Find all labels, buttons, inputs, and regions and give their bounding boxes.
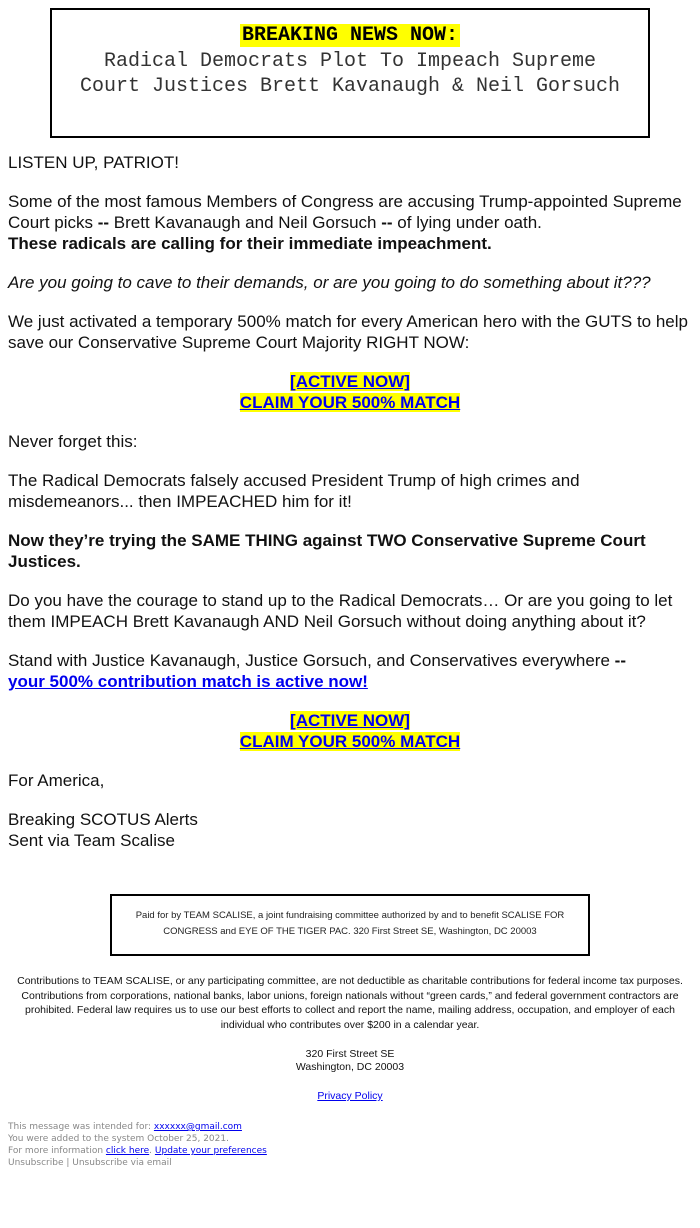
impeachment-callout: These radicals are calling for their immediate impeachment. xyxy=(8,234,492,253)
update-preferences-link[interactable]: Update your preferences xyxy=(154,1146,267,1156)
cta-block-2 xyxy=(8,710,692,752)
active-now-link-2[interactable]: [ACTIVE NOW] xyxy=(290,711,410,730)
headline: Radical Democrats Plot To Impeach Supreme Court Justices Brett Kavanaugh & Neil Gorsuch xyxy=(79,50,621,98)
paragraph-stand-with: Stand with Justice Kavanaugh, Justice Gorsuch, and Conservatives everywhere -- your 500% contribution match is active now! xyxy=(8,651,626,691)
claim-match-button-1[interactable]: CLAIM YOUR 500% MATCH xyxy=(239,393,461,412)
recipient-email-link[interactable]: xxxxxx@gmail.com xyxy=(153,1122,242,1132)
signoff: For America, xyxy=(8,771,105,790)
paragraph-trump-impeachment: The Radical Democrats falsely accused President Trump of high crimes and misdemeanors... then IMPEACHED him for it! xyxy=(8,471,580,511)
signature-line-2: Sent via Team Scalise xyxy=(8,831,175,850)
privacy-policy-link[interactable]: Privacy Policy xyxy=(317,1090,383,1102)
email-body xyxy=(8,152,692,869)
address-line-1: 320 First Street SE xyxy=(305,1048,395,1060)
paragraph-same-thing: Now they’re trying the SAME THING against TWO Conservative Supreme Court Justices. xyxy=(8,531,646,571)
active-now-link-1[interactable]: [ACTIVE NOW] xyxy=(290,372,410,391)
address-line-2: Washington, DC 20003 xyxy=(295,1061,405,1073)
paragraph-never-forget: Never forget this: xyxy=(8,432,138,451)
unsubscribe-email-link[interactable]: Unsubscribe via email xyxy=(72,1158,172,1168)
greeting: LISTEN UP, PATRIOT! xyxy=(8,153,179,172)
breaking-news-banner xyxy=(50,8,650,138)
privacy-policy-row xyxy=(0,1090,700,1102)
email-footer: This message was intended for: xxxxxx@gmail.com You were added to the system October 25, 2021. For more information click here. Update your preferences Unsubscribe | Unsubscribe via email xyxy=(8,1122,267,1168)
unsubscribe-link[interactable]: Unsubscribe xyxy=(8,1158,64,1168)
paragraph-courage: Do you have the courage to stand up to the Radical Democrats… Or are you going to let them IMPEACH Brett Kavanaugh AND Neil Gorsuch without doing anything about it? xyxy=(8,591,673,631)
contribution-disclaimer: Contributions to TEAM SCALISE, or any participating committee, are not deductible as charitable contributions for federal income tax purposes. Contributions from corporations, national banks, labor unions, foreign nationals without “green cards,” and federal government contractors are prohibited. Federal law requires us to use our best efforts to collect and report the name, mailing address, occupation, and employer of each individual who contributes over $200 in a calendar year. xyxy=(17,975,683,1031)
paragraph-accusation: Some of the most famous Members of Congress are accusing Trump-appointed Supreme Court picks -- Brett Kavanaugh and Neil Gorsuch -- of lying under oath. These radicals are calling for their immediate impeachment. xyxy=(8,192,682,253)
paid-for-disclosure: Paid for by TEAM SCALISE, a joint fundraising committee authorized by and to benefit SCALISE FOR CONGRESS and EYE OF THE TIGER PAC. 320 First Street SE, Washington, DC 20003 xyxy=(110,894,590,956)
signature-line-1: Breaking SCOTUS Alerts xyxy=(8,810,198,829)
paragraph-match: We just activated a temporary 500% match for every American hero with the GUTS to help save our Conservative Supreme Court Majority RIGHT NOW: xyxy=(8,312,688,352)
cta-block-1 xyxy=(8,371,692,413)
mailing-address xyxy=(0,1048,700,1074)
click-here-link[interactable]: click here xyxy=(105,1146,150,1156)
contribution-match-link[interactable]: your 500% contribution match is active now! xyxy=(8,672,368,691)
signature xyxy=(8,809,692,851)
paragraph-question: Are you going to cave to their demands, or are you going to do something about it??? xyxy=(8,273,651,292)
claim-match-button-2[interactable]: CLAIM YOUR 500% MATCH xyxy=(239,732,461,751)
added-date-text: You were added to the system October 25, 2021. xyxy=(8,1134,229,1144)
breaking-news-badge: BREAKING NEWS NOW: xyxy=(241,24,459,47)
